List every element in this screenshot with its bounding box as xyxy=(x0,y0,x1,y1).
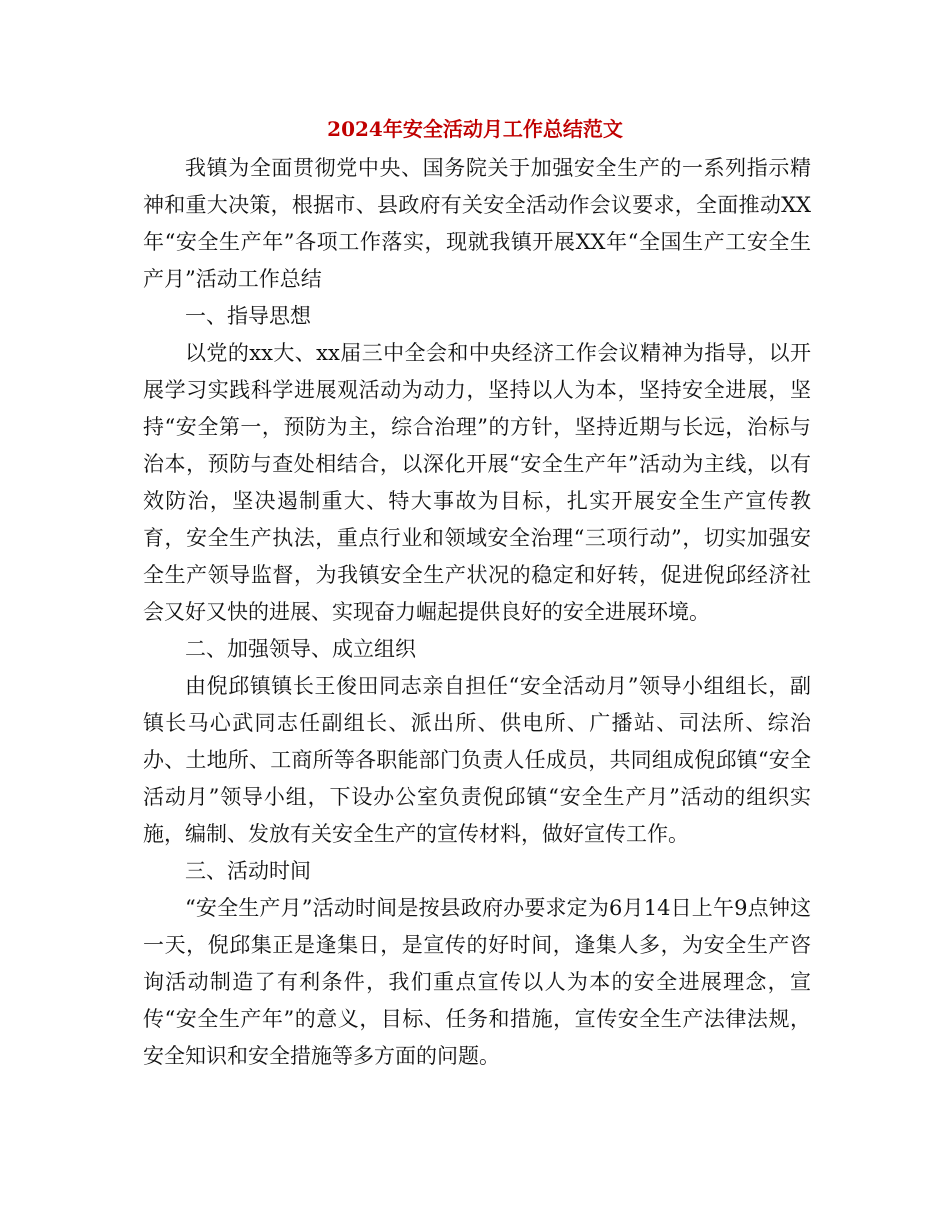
document-title: 2024年安全活动月工作总结范文 xyxy=(327,117,623,141)
section-body-guiding-ideology: 以党的xx大、xx届三中全会和中央经济工作会议精神为指导，以开展学习实践科学进展观活动为动力，坚持以人为本，坚持安全进展，坚持“安全第一，预防为主，综合治理”的方针，坚持近期与长远，治标与治本，预防与查处相结合，以深化开展“安全生产年”活动为主线，以有效防治，坚决遏制重大、特大事故为目标，扎实开展安全生产宣传教育，安全生产执法，重点行业和领域安全治理“三项行动”，切实加强安全生产领导监督，为我镇安全生产状况的稳定和好转，促进倪邱经济社会又好又快的进展、实现奋力崛起提供良好的安全进展环境。 xyxy=(143,341,811,624)
section-heading-guiding-ideology: 一、指导思想 xyxy=(185,304,311,328)
document-body xyxy=(143,150,811,1075)
section-heading-activity-time: 三、活动时间 xyxy=(185,859,311,883)
section-body-leadership: 由倪邱镇镇长王俊田同志亲自担任“安全活动月”领导小组组长，副镇长马心武同志任副组长、派出所、供电所、广播站、司法所、综治办、土地所、工商所等各职能部门负责人任成员，共同组成倪邱镇“安全活动月”领导小组，下设办公室负责倪邱镇“安全生产月”活动的组织实施，编制、发放有关安全生产的宣传材料，做好宣传工作。 xyxy=(143,674,811,846)
section-body-activity-time: “安全生产月”活动时间是按县政府办要求定为6月14日上午9点钟这一天，倪邱集正是逢集日，是宣传的好时间，逢集人多，为安全生产咨询活动制造了有利条件，我们重点宣传以人为本的安全进展理念，宣传“安全生产年”的意义，目标、任务和措施，宣传安全生产法律法规，安全知识和安全措施等多方面的问题。 xyxy=(143,896,811,1068)
intro-paragraph: 我镇为全面贯彻党中央、国务院关于加强安全生产的一系列指示精神和重大决策，根据市、县政府有关安全活动作会议要求，全面推动XX年“安全生产年”各项工作落实，现就我镇开展XX年“全国生产工安全生产月”活动工作总结 xyxy=(143,156,811,291)
section-heading-leadership: 二、加强领导、成立组织 xyxy=(185,637,416,661)
